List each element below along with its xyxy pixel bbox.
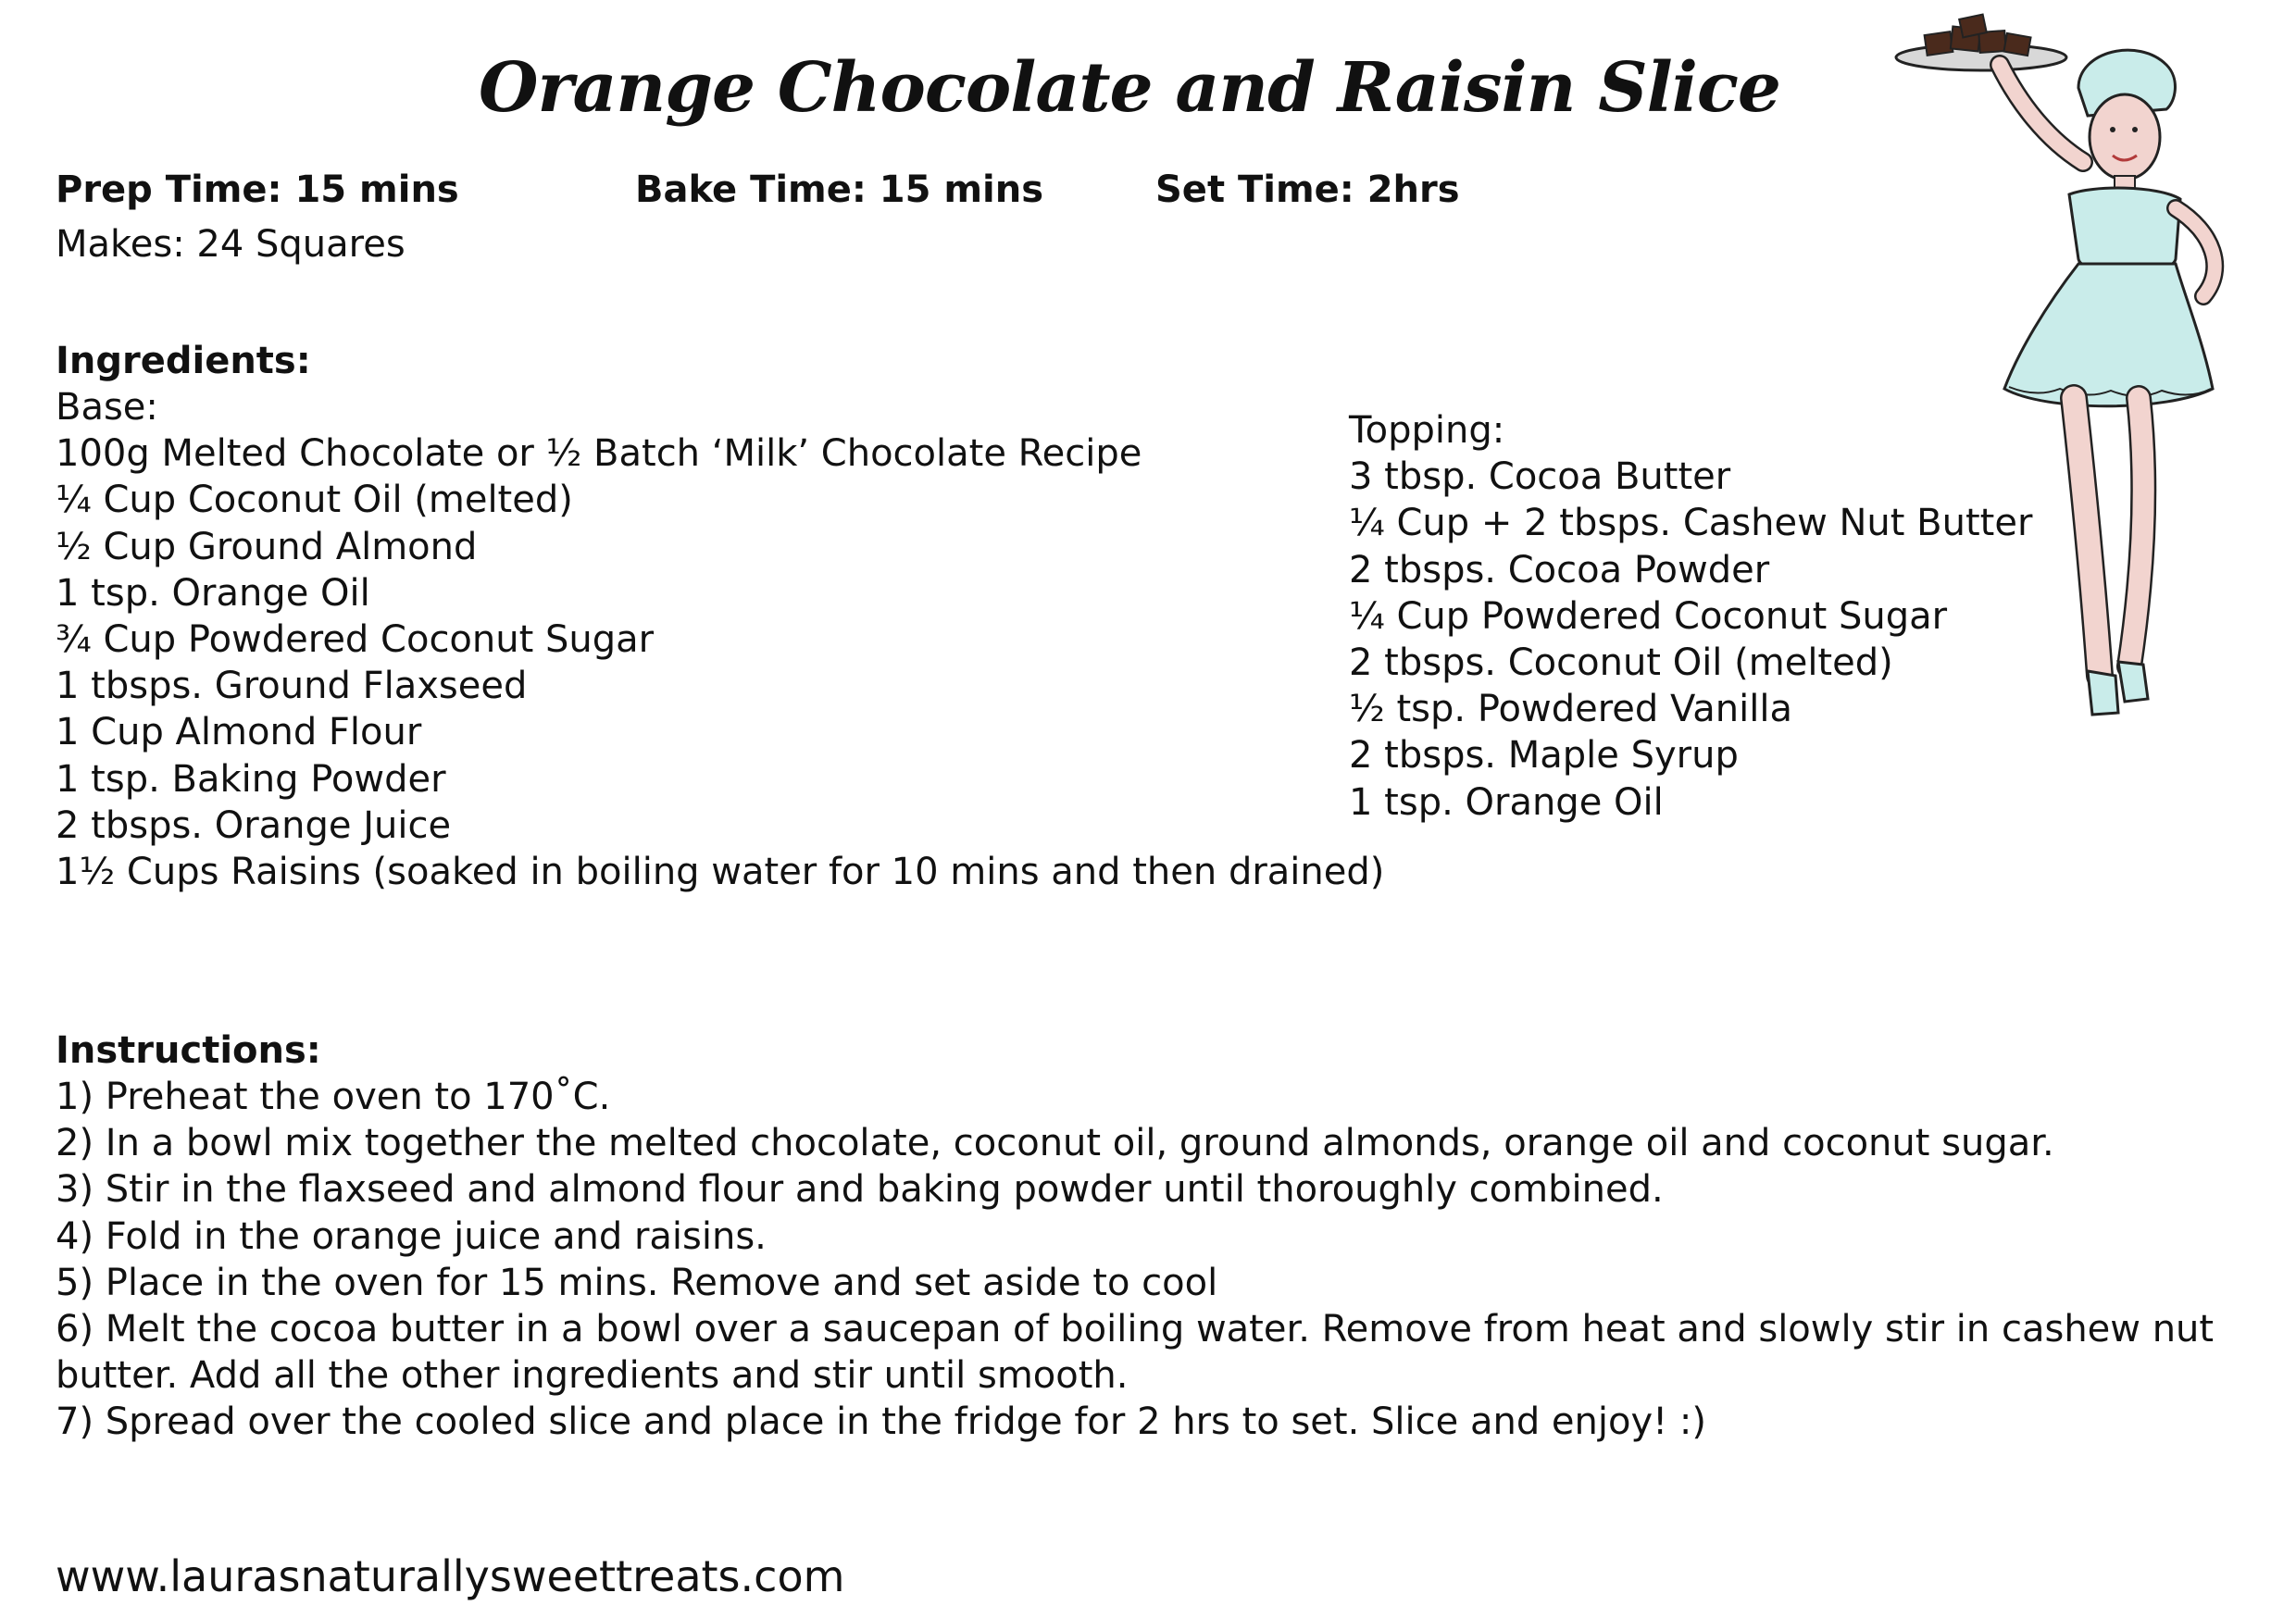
set-time: Set Time: 2hrs (1155, 168, 1460, 211)
baker-woman-with-tray-illustration (1861, 0, 2296, 750)
topping-item: 3 tbsp. Cocoa Butter (1349, 455, 1731, 499)
recipe-title: Orange Chocolate and Raisin Slice (479, 48, 1780, 128)
topping-item: 2 tbsps. Maple Syrup (1349, 734, 1739, 778)
base-label: Base: (56, 386, 158, 429)
ingredient-item: 1½ Cups Raisins (soaked in boiling water for 10 mins and then drained) (56, 851, 1385, 894)
bake-time: Bake Time: 15 mins (635, 168, 1044, 211)
makes-count: Makes: 24 Squares (56, 223, 406, 266)
instruction-step: 5) Place in the oven for 15 mins. Remove and set aside to cool (56, 1261, 1218, 1304)
topping-item: 2 tbsps. Cocoa Powder (1349, 548, 1770, 591)
topping-section (1349, 407, 2033, 826)
ingredient-item: 100g Melted Chocolate or ½ Batch ‘Milk’ Chocolate Recipe (56, 432, 1142, 476)
ingredients-heading: Ingredients: (56, 340, 311, 382)
head (2090, 94, 2160, 180)
topping-item: ¼ Cup Powdered Coconut Sugar (1349, 594, 1948, 638)
topping-item: ¼ Cup + 2 tbsps. Cashew Nut Butter (1349, 502, 2033, 545)
ingredient-item: ¾ Cup Powdered Coconut Sugar (56, 618, 655, 662)
left-shoe (2088, 671, 2118, 715)
ingredients-section (56, 338, 1385, 895)
topping-item: 1 tsp. Orange Oil (1349, 780, 1664, 824)
instruction-step: 7) Spread over the cooled slice and place in the fridge for 2 hrs to set. Slice and enjoy! :) (56, 1400, 1706, 1444)
topping-label: Topping: (1349, 409, 1505, 452)
dress-bodice (2069, 188, 2180, 273)
topping-item: 2 tbsps. Coconut Oil (melted) (1349, 641, 1893, 685)
ingredient-item: 2 tbsps. Orange Juice (56, 803, 452, 847)
chocolate-squares (1925, 15, 2031, 56)
ingredient-item: 1 tbsps. Ground Flaxseed (56, 665, 528, 708)
ingredient-item: 1 Cup Almond Flour (56, 711, 422, 754)
ingredient-item: ¼ Cup Coconut Oil (melted) (56, 479, 573, 522)
website-url: www.laurasnaturallysweettreats.com (56, 1551, 845, 1601)
ingredient-item: 1 tsp. Orange Oil (56, 571, 370, 615)
ingredient-item: 1 tsp. Baking Powder (56, 757, 446, 801)
ingredient-item: ½ Cup Ground Almond (56, 525, 478, 568)
prep-time: Prep Time: 15 mins (56, 168, 459, 211)
instructions-section (56, 1027, 2277, 1446)
right-shoe (2118, 662, 2148, 702)
instructions-heading: Instructions: (56, 1029, 321, 1072)
instruction-step: 2) In a bowl mix together the melted chocolate, coconut oil, ground almonds, orange oil and coconut sugar. (56, 1122, 2054, 1165)
topping-item: ½ tsp. Powdered Vanilla (1349, 688, 1792, 731)
instruction-step: 3) Stir in the flaxseed and almond flour and baking powder until thoroughly combined. (56, 1168, 1664, 1212)
instruction-step: 4) Fold in the orange juice and raisins. (56, 1214, 767, 1258)
instruction-step: 1) Preheat the oven to 170˚C. (56, 1076, 611, 1118)
dress-skirt (2004, 264, 2213, 406)
instruction-step: 6) Melt the cocoa butter in a bowl over a saucepan of boiling water. Remove from heat and slowly stir in cashew nut butter. Add all the other ingredients and stir until smooth. (56, 1308, 2215, 1398)
